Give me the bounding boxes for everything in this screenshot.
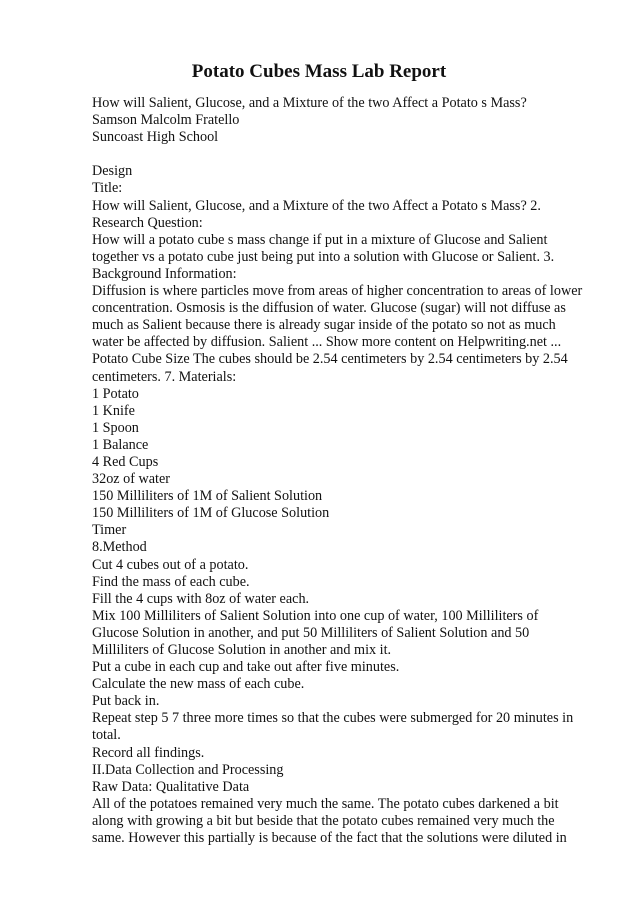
text-line: Find the mass of each cube.: [92, 573, 250, 590]
document-title: Potato Cubes Mass Lab Report: [191, 61, 447, 82]
text-line: Background Information:: [92, 265, 237, 282]
text-line: Cut 4 cubes out of a potato.: [92, 556, 249, 573]
text-line: much as Salient because there is already sugar inside of the potato so not as much: [92, 317, 556, 334]
text-line: 1 Spoon: [92, 419, 139, 436]
text-line: 1 Knife: [92, 402, 135, 419]
text-line: Diffusion is where particles move from areas of higher concentration to areas of lower: [92, 283, 583, 300]
text-line: Put a cube in each cup and take out after five minutes.: [92, 659, 400, 676]
text-line: Samson Malcolm Fratello: [92, 112, 240, 129]
text-line: same. However this partially is because of the fact that the solutions were diluted in: [92, 830, 567, 847]
text-line: 150 Milliliters of 1M of Glucose Solution: [92, 505, 330, 522]
text-line: water be affected by diffusion. Salient ... Show more content on Helpwriting.net ...: [92, 334, 562, 351]
text-line: II.Data Collection and Processing: [92, 761, 284, 778]
text-line: How will Salient, Glucose, and a Mixture of the two Affect a Potato s Mass?: [92, 95, 527, 111]
text-line: Timer: [92, 522, 127, 539]
text-line: 32oz of water: [92, 471, 170, 488]
text-line: Calculate the new mass of each cube.: [92, 676, 305, 693]
text-line: Milliliters of Glucose Solution in another and mix it.: [92, 642, 392, 658]
text-line: Research Question:: [92, 214, 203, 231]
text-line: All of the potatoes remained very much the same. The potato cubes darkened a bit: [92, 795, 559, 812]
text-line: together vs a potato cube just being put into a solution with Glucose or Salient. 3.: [92, 248, 555, 265]
blank-line: [92, 146, 602, 163]
text-line: Glucose Solution in another, and put 50 Milliliters of Salient Solution and 50: [92, 624, 530, 641]
text-line: total.: [92, 727, 121, 744]
text-line: 1 Balance: [92, 436, 149, 453]
text-line: Put back in.: [92, 693, 160, 710]
text-line: Raw Data: Qualitative Data: [92, 778, 250, 795]
text-line: Potato Cube Size The cubes should be 2.54 centimeters by 2.54 centimeters by 2.54: [92, 351, 568, 368]
text-line: along with growing a bit but beside that the potato cubes remained very much the: [92, 812, 555, 829]
text-line: 150 Milliliters of 1M of Salient Solution: [92, 488, 323, 505]
text-line: How will a potato cube s mass change if put in a mixture of Glucose and Salient: [92, 231, 548, 248]
text-line: concentration. Osmosis is the diffusion of water. Glucose (sugar) will not diffuse as: [92, 300, 566, 317]
text-line: Record all findings.: [92, 744, 205, 761]
text-line: Suncoast High School: [92, 129, 219, 146]
text-line: 4 Red Cups: [92, 453, 159, 470]
text-line: How will Salient, Glucose, and a Mixture of the two Affect a Potato s Mass? 2.: [92, 197, 541, 214]
text-line: 8.Method: [92, 539, 147, 556]
text-line: 1 Potato: [92, 385, 139, 402]
text-line: Design: [92, 163, 133, 180]
text-line: centimeters. 7. Materials:: [92, 368, 237, 385]
text-line: Repeat step 5 7 three more times so that the cubes were submerged for 20 minutes in: [92, 710, 574, 727]
text-line: Mix 100 Milliliters of Salient Solution into one cup of water, 100 Milliliters of: [92, 607, 539, 624]
document-body: [92, 95, 602, 847]
text-line: Title:: [92, 180, 123, 197]
text-line: Fill the 4 cups with 8oz of water each.: [92, 590, 310, 607]
